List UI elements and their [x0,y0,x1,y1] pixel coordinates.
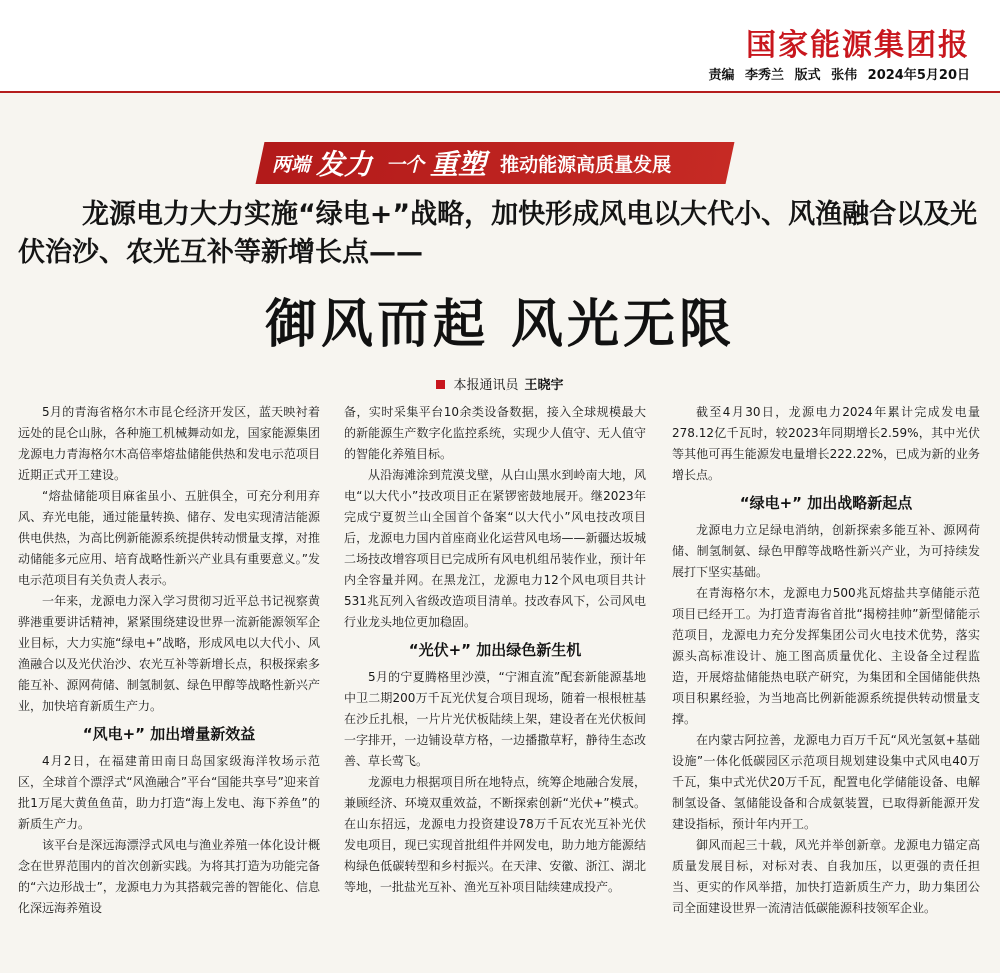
paragraph: 龙源电力根据项目所在地特点，统筹企地融合发展，兼顾经济、环境双重效益，不断探索创新“光伏+”模式。在山东招远，龙源电力投资建设78万千瓦农光互补光伏发电项目，现已实现首批组件并网发电，助力地方能源结构绿色低碳转型和乡村振兴。在天津、安徽、浙江、湖北等地，一批盐光互补、渔光互补项目陆续建成投产。 [344,775,646,894]
kicker-title: 龙源电力大力实施“绿电+”战略，加快形成风电以大代小、风渔融合以及光伏治沙、农光互补等新增长点—— [18,199,978,268]
article-column-2 [344,402,646,973]
paragraph: 4月2日，在福建莆田南日岛国家级海洋牧场示范区，全球首个漂浮式“风渔融合”平台“国能共享号”迎来首批1万尾大黄鱼鱼苗，助力打造“海上发电、海下养鱼”的新质生产力。 [18,754,320,831]
paragraph: 备，实时采集平台10余类设备数据，接入全球规模最大的新能源生产数字化监控系统，实现少人值守、无人值守的智能化养殖目标。 [344,405,646,461]
layout-label: 版式 [794,68,821,83]
paragraph: 该平台是深远海漂浮式风电与渔业养殖一体化设计概念在世界范围内的首次创新实践。为将其打造为功能完备的“六边形战士”，龙源电力为其搭载完善的智能化、信息化深远海养殖设 [18,838,320,915]
byline [0,374,1000,393]
editor-name: 李秀兰 [745,68,785,83]
banner-part1b: 发力 [316,148,373,181]
byline-label: 本报通讯员 [453,378,519,393]
paragraph: 在青海格尔木，龙源电力500兆瓦熔盐共享储能示范项目已经开工。为打造青海省首批“揭榜挂帅”新型储能示范项目，龙源电力充分发挥集团公司火电技术优势，落实源头高标准设计、施工图高质量优化、主设备全过程监造，开展熔盐储能热电联产研究，为集团和全国储能供热项目积累经验，为当地高比例新能源系统提供转动惯量支撑。 [672,586,980,726]
paragraph: 龙源电力立足绿电消纳，创新探索多能互补、源网荷储、制氢制氨、绿色甲醇等战略性新兴产业，为可持续发展打下坚实基础。 [672,523,980,579]
paragraph: 5月的宁夏腾格里沙漠，“宁湘直流”配套新能源基地中卫二期200万千瓦光伏复合项目现场，随着一根根桩基在沙丘扎根，一片片光伏板陆续上架，建设者在光伏板间一字排开，一边铺设草方格，一边播撒草籽，静待生态改善、草长莺飞。 [344,670,646,768]
editor-label: 责编 [708,68,735,83]
banner-part2a: 一个 [386,153,425,176]
banner-part2b: 重塑 [430,148,487,181]
article-column-3 [672,402,980,973]
paragraph: 御风而起三十载，风光并举创新章。龙源电力锚定高质量发展目标，对标对表、自我加压，以更强的责任担当、更实的作风举措，加快打造新质生产力，助力集团公司全面建设世界一流清洁低碳能源科技领军企业。 [672,838,980,915]
section-heading: “光伏+” 加出绿色新生机 [408,641,582,659]
paragraph: 5月的青海省格尔木市昆仑经济开发区，蓝天映衬着远处的昆仑山脉，各种施工机械舞动如龙，国家能源集团龙源电力青海格尔木高倍率熔盐储能供热和发电示范项目近期正式开工建设。 [18,405,320,482]
page-headline: 御风而起 风光无限 [264,294,736,355]
issue-date: 2024年5月20日 [867,68,970,83]
editor-line [702,64,970,83]
layout-editor-name: 张伟 [831,68,858,83]
paragraph: 截至4月30日，龙源电力2024年累计完成发电量278.12亿千瓦时，较2023年同期增长2.59%，其中光伏等其他可再生能源发电量增长222.22%，已成为新的业务增长点。 [672,405,980,482]
red-square-icon [436,380,445,389]
paper-name: 国家能源集团报 [746,28,970,63]
masthead [0,0,1000,92]
paragraph: 在内蒙古阿拉善，龙源电力百万千瓦“风光氢氨+基础设施”一体化低碳园区示范项目规划建设集中式风电40万千瓦，集中式光伏20万千瓦，配置电化学储能设备、电解制氢设备、氢储能设备和合成氨装置，已取得新能源开发建设指标，预计年内开工。 [672,733,980,831]
paragraph: “熔盐储能项目麻雀虽小、五脏俱全，可充分利用弃风、弃光电能，通过能量转换、储存、发电实现清洁能源供电供热，为高比例新能源系统提供转动惯量支撑，对推动储能多元应用、培育战略性新兴产业具有重要意义。”发电示范项目有关负责人表示。 [18,489,320,587]
section-heading: “绿电+” 加出战略新起点 [739,494,913,512]
banner-part1a: 两端 [272,153,311,176]
paragraph: 一年来，龙源电力深入学习贯彻习近平总书记视察黄骅港重要讲话精神，紧紧围绕建设世界一流新能源领军企业目标，大力实施“绿电+”战略，形成风电以大代小、风渔融合以及光伏治沙、农光互补等新增长点，积极探索多能互补、源网荷储、制氢制氨、绿色甲醇等战略性新兴产业，加快培育新质生产力。 [18,594,320,713]
paragraph: 从沿海滩涂到荒漠戈壁，从白山黑水到岭南大地，风电“以大代小”技改项目正在紧锣密鼓地展开。继2023年完成宁夏贺兰山全国首个备案“以大代小”风电技改项目后，龙源电力国内首座商业化运营风电场——新疆达坂城二场技改增容项目已完成所有风电机组吊装作业，预计年内全容量并网。在黑龙江，龙源电力12个风电项目共计531兆瓦列入省级改造项目清单。技改春风下，公司风电行业龙头地位更加稳固。 [344,468,646,629]
byline-name: 王晓宇 [524,378,564,393]
article-column-1 [18,402,320,973]
masthead-rule [0,91,1000,93]
section-heading: “风电+” 加出增量新效益 [82,725,256,743]
banner-part3: 推动能源高质量发展 [500,153,672,176]
column-banner-text [272,142,732,184]
